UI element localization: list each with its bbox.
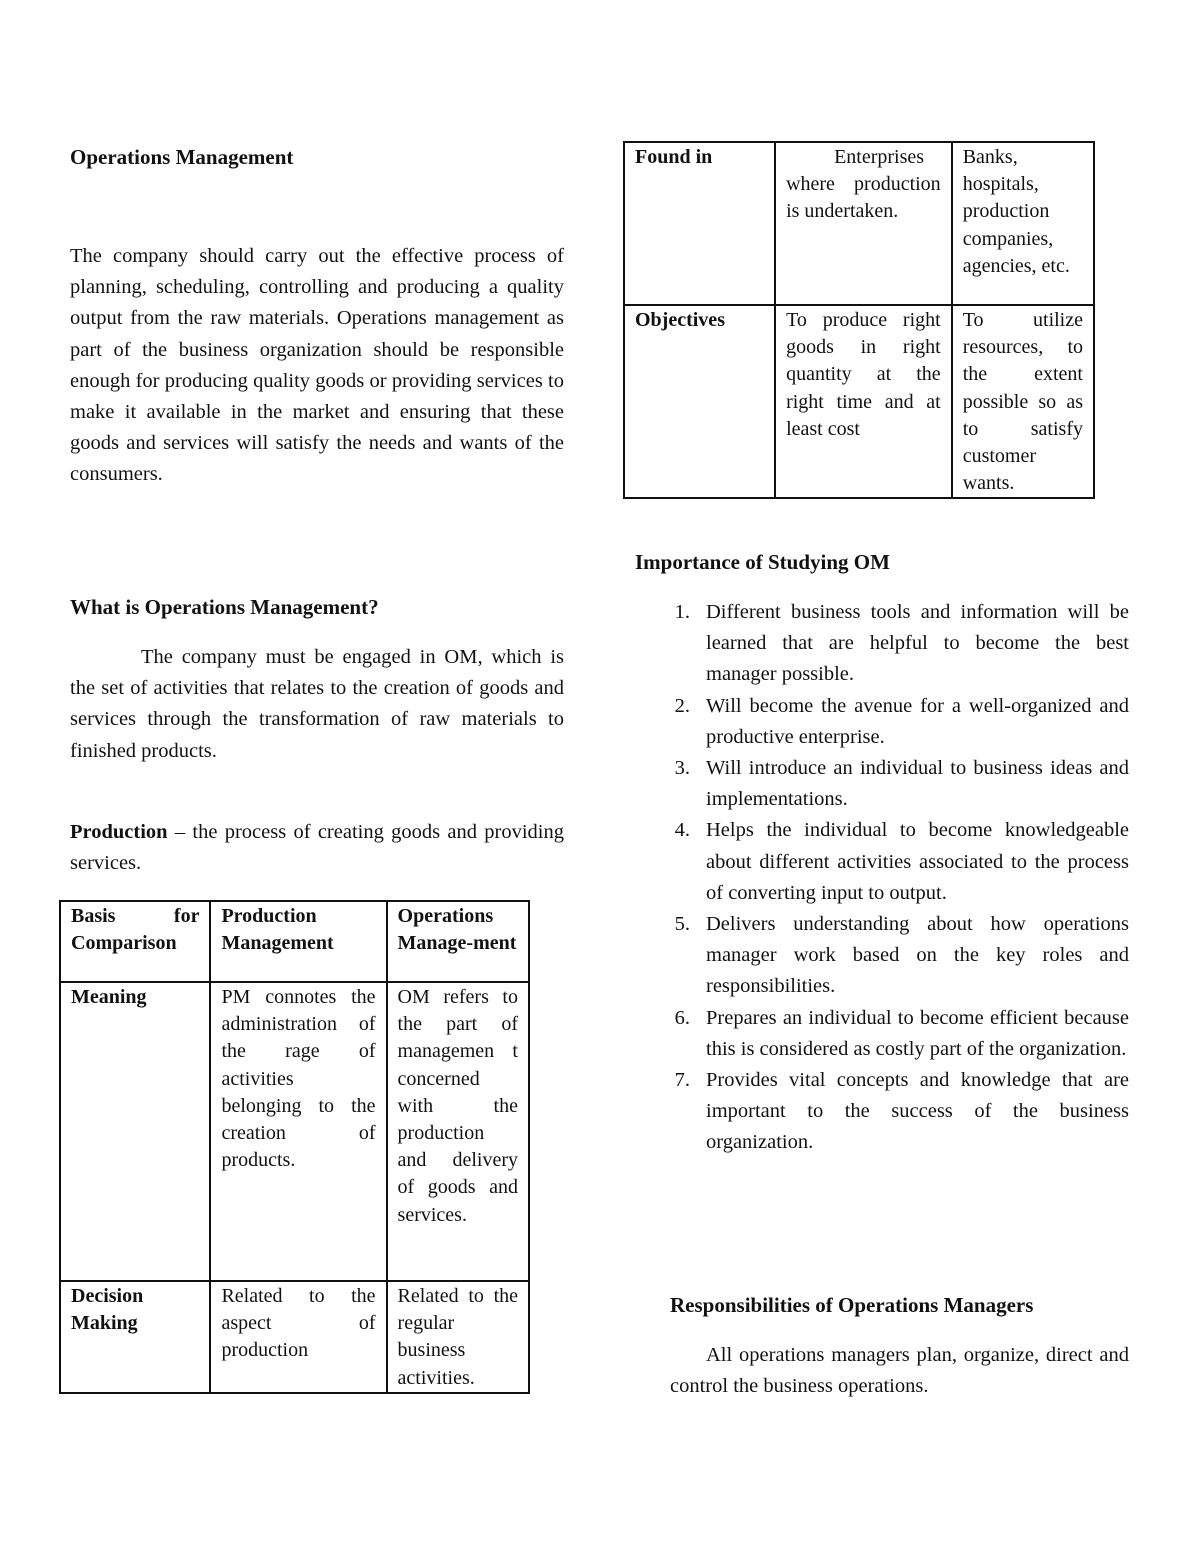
page-title: Operations Management	[70, 145, 294, 169]
table-row	[60, 1281, 529, 1393]
list-item: 5. Delivers understanding about how operations manager work based on the key roles and responsibilities.	[674, 913, 1129, 998]
intro-paragraph: The company should carry out the effective process of planning, scheduling, controlling and producing a quality output from the raw materials. Operations management as part of the business organization should be responsible enough for producing quality goods or providing services to make it available in the market and ensuring that these goods and services will satisfy the needs and wants of the consumers.	[70, 245, 564, 486]
production-term: Production	[70, 821, 168, 843]
responsibilities-heading: Responsibilities of Operations Managers	[670, 1293, 1034, 1317]
list-item: 2. Will become the avenue for a well-organized and productive enterprise.	[674, 694, 1129, 748]
importance-heading: Importance of Studying OM	[635, 550, 890, 574]
comparison-table-continued	[623, 141, 1095, 499]
om-cell: To utilize resources, to the extent possible so as to satisfy customer wants.	[952, 305, 1094, 498]
production-definition	[70, 817, 564, 879]
om-cell: Related to the regular business activities.	[387, 1281, 529, 1393]
row-label: Objectives	[624, 305, 775, 498]
importance-list	[670, 597, 1129, 1159]
comparison-table	[59, 900, 530, 1394]
om-cell: Banks, hospitals, production companies, agencies, etc.	[952, 142, 1094, 305]
table-row	[624, 305, 1094, 498]
header-cell: Production Management	[210, 901, 386, 982]
list-item: 3. Will introduce an individual to business ideas and implementations.	[674, 757, 1129, 811]
om-cell: OM refers to the part of managemen t concerned with the production and delivery of goods and services.	[387, 982, 529, 1281]
responsibilities-paragraph: All operations managers plan, organize, direct and control the business operations.	[670, 1344, 1129, 1398]
table-row	[60, 982, 529, 1281]
pm-cell: Related to the aspect of production	[210, 1281, 386, 1393]
pm-cell: PM connotes the administration of the rage of activities belonging to the creation of products.	[210, 982, 386, 1281]
row-label: Found in	[624, 142, 775, 305]
what-is-om-paragraph: The company must be engaged in OM, which is the set of activities that relates to the creation of goods and services through the transformation of raw materials to finished products.	[70, 646, 564, 762]
what-is-om-heading: What is Operations Management?	[70, 595, 379, 619]
table-row	[624, 142, 1094, 305]
production-definition-text: – the process of creating goods and providing services.	[70, 821, 564, 875]
row-label: Decision Making	[60, 1281, 210, 1393]
list-item: 6. Prepares an individual to become efficient because this is considered as costly part of the organization.	[674, 1006, 1129, 1060]
list-item: 4. Helps the individual to become knowledgeable about different activities associated to the process of converting input to output.	[674, 819, 1129, 904]
pm-cell: Enterprises where production is undertaken.	[775, 142, 952, 305]
row-label: Meaning	[60, 982, 210, 1281]
header-cell: Operations Manage-ment	[387, 901, 529, 982]
table-header-row	[60, 901, 529, 982]
header-cell: Basis for Comparison	[60, 901, 210, 982]
pm-cell: To produce right goods in right quantity at the right time and at least cost	[775, 305, 952, 498]
list-item: 1. Different business tools and information will be learned that are helpful to become the best manager possible.	[674, 601, 1129, 686]
list-item: 7. Provides vital concepts and knowledge that are important to the success of the business organization.	[674, 1069, 1129, 1154]
